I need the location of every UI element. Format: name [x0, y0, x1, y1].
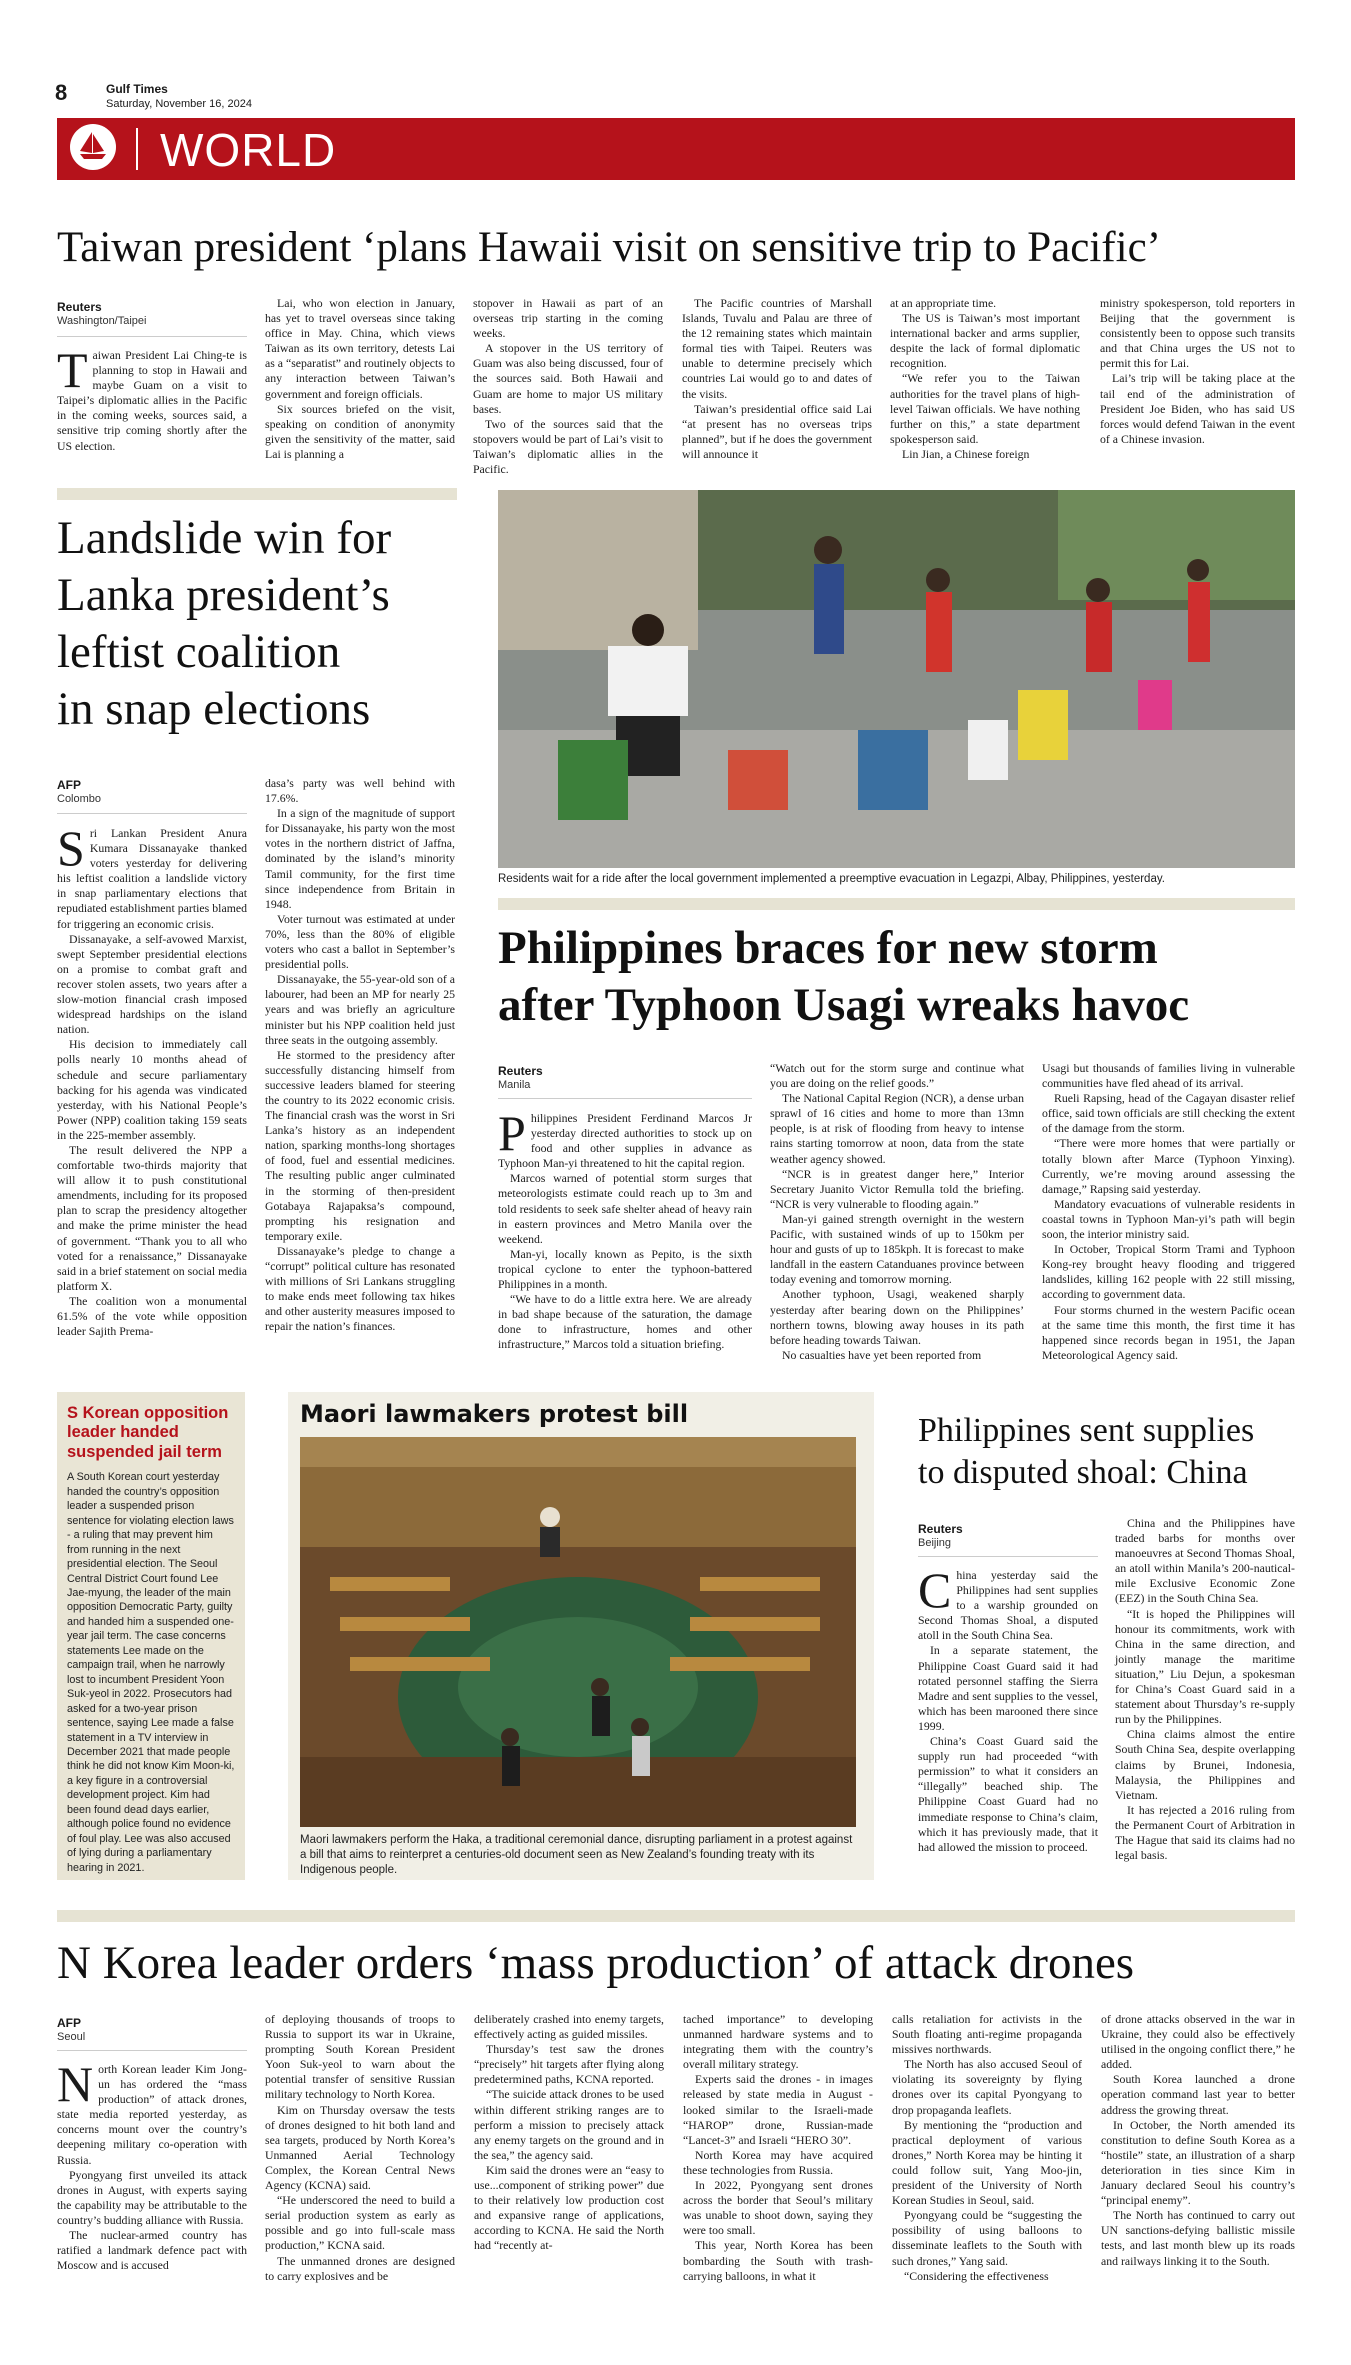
byline-rule [498, 1098, 752, 1099]
shoal-col-1: China yesterday said the Philippines had sent supplies to a warship grounded on Second Thomas Shoal, a disputed atoll in the South China Sea. In a separate statement, the Philippine Coast Guard said it had rotated personnel staffing the Sierra Madre and sent supplies to the vessel, which has been marooned there since 1999. China’s Coast Guard said the supply run had proceeded “with permission” to what it considers an “illegally” beached ship. The Philippine Coast Guard had no immediate response to China’s claim, which it has previously made, that it had allowed the mission to proceed. [918, 1562, 1098, 1854]
shoal-agency: Reuters [918, 1522, 963, 1536]
lanka-agency: AFP [57, 778, 81, 792]
philippines-col-2: “Watch out for the storm surge and continue what you are doing on the relief goods.” The National Capital Region (NCR), a dense urban sprawl of 16 cities and home to more than 13mn people, is at risk of flooding from heavy to intense rains starting tomorrow at noon, data from the state weather agency showed. “NCR is in greatest danger here,” Interior Secretary Juanito Victor Remulla told the briefing. “NCR is very vulnerable to flooding again.” Man-yi gained strength overnight in the western Pacific, with sustained winds of up to 150km per hour and gusts of up to 185kph. It is forecast to make landfall in the eastern Catanduanes province between today evening and tomorrow morning. Another typhoon, Usagi, weakened sharply yesterday after bearing down on the Philippines’ northern towns, blowing away houses in its path before heading towards Taiwan. No casualties have yet been reported from [770, 1061, 1024, 1362]
philippines-headline: Philippines braces for new storm after Typhoon Usagi wreaks havoc [498, 922, 1190, 1031]
nkorea-headline: N Korea leader orders ‘mass production’ of attack drones [57, 1937, 1135, 1989]
korea-sidebar [57, 1392, 245, 1880]
byline-rule [918, 1556, 1098, 1557]
philippines-dateline: Manila [498, 1079, 531, 1091]
issue-date: Saturday, November 16, 2024 [106, 98, 252, 110]
section-title: WORLD [160, 124, 337, 176]
maori-title: Maori lawmakers protest bill [300, 1400, 689, 1428]
lanka-headline: Landslide win for Lanka president’s leftist coalition in snap elections [57, 512, 392, 735]
nkorea-col-5: calls retaliation for activists in the South floating anti-regime propaganda missives northwards. The North has also accused Seoul of violating its sovereignty by flying drones over its capital Pyongyang to drop propaganda leaflets. By mentioning the “production and practical deployment of various drones,” North Korea may be hinting it could follow suit, Yang Moo-jin, president of the University of North Korean Studies in Seoul, said. Pyongyang could be “suggesting the possibility of using balloons to disseminate leaflets to the South with such drones,” Yang said. “Considering the effectiveness [892, 2012, 1082, 2283]
nkorea-col-4: tached importance” to developing unmanned hardware systems and to integrating them with the country’s overall military strategy. Experts said the drones - in images released by state media in August - looked similar to the Israeli-made “HAROP” drone, Russian-made “Lancet-3” and Israeli “HERO 30”. North Korea may have acquired these technologies from Russia. In 2022, Pyongyang sent drones across the border that Seoul’s military was unable to shoot down, saying they were too small. This year, North Korea has been bombarding the South with trash-carrying balloons, in what it [683, 2012, 873, 2283]
taiwan-agency: Reuters [57, 300, 102, 314]
taiwan-col-5: at an appropriate time. The US is Taiwan’s most important international backer and arms supplier, despite the lack of formal diplomatic recognition. “We refer you to the Taiwan authorities for the travel plans of high-level Taiwan officials. We have nothing further on this,” a state department spokesperson said. Lin Jian, a Chinese foreign [890, 296, 1080, 461]
shoal-dateline: Beijing [918, 1537, 952, 1549]
lanka-dateline: Colombo [57, 793, 102, 805]
nkorea-col-2: of deploying thousands of troops to Russia to support its war in Ukraine, prompting South Korean President Yoon Suk-yeol to warn about the potential transfer of sensitive Russian military technology to North Korea. Kim on Thursday oversaw the tests of drones designed to hit both land and sea targets, produced by North Korea’s Unmanned Aerial Technology Complex, the Korean Central News Agency (KCNA) said. “He underscored the need to build a serial production system as early as possible and go into full-scale mass production,” KCNA said. The unmanned drones are designed to carry explosives and be [265, 2012, 455, 2283]
dropcap: T [57, 342, 88, 398]
lanka-col-2: dasa’s party was well behind with 17.6%. In a sign of the magnitude of support for Dissanayake, his party won the most votes in the northern district of Jaffna, dominated by the island’s minority Tamil community, for the first time since independence from Britain in 1948. Voter turnout was estimated at under 70%, less than the 80% of eligible voters who cast a ballot in September’s presidential polls. Dissanayake, the 55-year-old son of a labourer, had been an MP for nearly 25 years and was briefly an agriculture minister but his NPP coalition held just three seats in the outgoing assembly. He stormed to the presidency after successfully distancing himself from successive leaders blamed for steering the country to its 2022 economic crisis. The financial crash was the worst in Sri Lanka’s history as an independent nation, sparking months-long shortages of food, fuel and essential medicines. The resulting public anger culminated in the storming of then-president Gotabaya Rajapaksa’s compound, prompting his resignation and temporary exile. Dissanayake’s pledge to change a “corrupt” political culture has resonated with millions of Sri Lankans struggling to make ends meet following tax hikes and other austerity measures imposed to repair the nation’s finances. [265, 776, 455, 1334]
taiwan-col-1: Taiwan President Lai Ching-te is planning to stop in Hawaii and maybe Guam on a visit to Taipei’s diplomatic allies in the Pacific in the coming weeks, sources said, a sensitive trip coming shortly after the US election. [57, 342, 247, 453]
section-rule [498, 898, 1295, 910]
evacuation-caption: Residents wait for a ride after the local government implemented a preemptive evacuation in Legazpi, Albay, Philippines, yesterday. [498, 873, 1165, 885]
philippines-col-1: Philippines President Ferdinand Marcos Jr yesterday directed authorities to stock up on food and other supplies in advance as Typhoon Man-yi threatened to hit the capital region. Marcos warned of potential storm surges that meteorologists estimate could reach up to 3m and told residents to seek safe shelter ahead of heavy rain in eastern provinces and Metro Manila over the weekend. Man-yi, locally known as Pepito, is the sixth tropical cyclone to enter the typhoon-battered Philippines in a month. “We have to do a little extra here. We are already in bad shape because of the saturation, the damage done to infrastructure, homes and other infrastructure,” Marcos told a situation briefing. [498, 1105, 752, 1352]
shoal-col-2: China and the Philippines have traded barbs for months over manoeuvres at Second Thomas Shoal, an atoll within Manila’s 200-nautical-mile Exclusive Economic Zone (EEZ) in the South China Sea. “It is hoped the Philippines will honour its commitments, work with China in the same direction, and jointly manage the maritime situation,” Liu Dejun, a spokesman for China’s Coast Guard said in a statement about Thursday’s re-supply run by the Philippines. China claims almost the entire South China Sea, despite overlapping claims by Brunei, Indonesia, Malaysia, the Philippines and Vietnam. It has rejected a 2016 ruling from the Permanent Court of Arbitration in The Hague that said its claims had no legal basis. [1115, 1516, 1295, 1863]
shoal-headline: Philippines sent supplies to disputed shoal: China [918, 1412, 1255, 1491]
taiwan-col-3: stopover in Hawaii as part of an overseas trip starting in the coming weeks. A stopover in the US territory of Guam was also being discussed, four of the sources said. Both Hawaii and Guam are home to major US military bases. Two of the sources said that the stopovers would be part of Lai’s visit to Taiwan’s diplomatic allies in the Pacific. [473, 296, 663, 477]
band-divider [136, 128, 138, 170]
byline-rule [57, 813, 247, 814]
nkorea-dateline: Seoul [57, 2031, 86, 2043]
section-rule [57, 488, 457, 500]
byline-rule [57, 2050, 247, 2051]
byline-rule [57, 336, 247, 337]
philippines-agency: Reuters [498, 1064, 543, 1078]
taiwan-col-2: Lai, who won election in January, has yet to travel overseas since taking office in May. China, which views Taiwan as its own territory, detests Lai as a “separatist” and routinely objects to any interaction between Taiwan’s government and foreign officials. Six sources briefed on the visit, speaking on condition of anonymity given the sensitivity of the matter, said Lai is planning a [265, 296, 455, 461]
nkorea-col-6: of drone attacks observed in the war in Ukraine, they could also be effectively utilised in the ongoing conflict there,” he added. South Korea launched a drone operation command last year to better address the growing threat. In October, the North amended its constitution to define South Korea as a “hostile” state, an illustration of a sharp deterioration in ties since Kim in January declared Seoul his country’s “principal enemy”. The North has continued to carry out UN sanctions-defying ballistic missile tests, and last month blew up its roads and railways linking it to the South. [1101, 2012, 1295, 2268]
sailing-dhow-logo-icon [70, 124, 116, 170]
lanka-col-1: Sri Lankan President Anura Kumara Dissanayake thanked voters yesterday for delivering his leftist coalition a landslide victory in snap parliamentary elections that repudiated establishment parties blamed for triggering an economic crisis. Dissanayake, a self-avowed Marxist, swept September presidential elections on a promise to combat graft and recover stolen assets, two years after a slow-motion financial crash imposed widespread hardships on the island nation. His decision to immediately call polls nearly 10 months ahead of schedule and secure parliamentary backing for his agenda was vindicated yesterday, with his National People’s Power (NPP) coalition taking 159 seats in the 225-member assembly. The result delivered the NPP a comfortable two-thirds majority that will allow it to push constitutional amendments, including for its proposed plan to scrap the presidency altogether and make the prime minister the head of government. “Thank you to all who voted for a renaissance,” Dissanayake said in a brief statement on social media platform X. The coalition won a monumental 61.5% of the vote while opposition leader Sajith Prema- [57, 820, 247, 1339]
section-rule [57, 1910, 1295, 1922]
sidebar-body: A South Korean court yesterday handed the country’s opposition leader a suspended prison sentence for violating election laws - a ruling that may prevent him from running in the next presidential election. The Seoul Central District Court found Lee Jae-myung, the leader of the main opposition Democratic Party, guilty and handed him a suspended one-year jail term. The case concerns statements Lee made on the campaign trail, when he narrowly lost to incumbent President Yoon Suk-yeol in 2022. Prosecutors had asked for a two-year prison sentence, saying Lee made a false statement in a TV interview in December 2021 that made people think he did not know Kim Moon-ki, a key figure in a controversial development project. Kim had been found dead days earlier, although police found no evidence of foul play. Lee was also accused of lying during a parliamentary hearing in 2021. [67, 1471, 235, 1874]
taiwan-col-6: ministry spokesperson, told reporters in Beijing that the government is consistently been to oppose such transits and that China urges the US not to permit this for Lai. Lai’s trip will be taking place at the tail end of the administration of President Joe Biden, who has said US forces would defend Taiwan in the event of a Chinese invasion. [1100, 296, 1295, 446]
taiwan-col-4: The Pacific countries of Marshall Islands, Tuvalu and Palau are three of the 12 remaining states which maintain formal ties with Taipei. Reuters was unable to determine precisely which countries Lai would go to and dates of the visits. Taiwan’s presidential office said Lai “at present has no overseas trips planned”, but if he does the government will announce it [682, 296, 872, 461]
sidebar-headline: S Korean opposition leader handed suspended jail term [67, 1404, 229, 1461]
paper-name: Gulf Times [106, 82, 168, 96]
parliament-photo [300, 1437, 856, 1827]
taiwan-headline: Taiwan president ‘plans Hawaii visit on sensitive trip to Pacific’ [57, 224, 1161, 271]
maori-caption: Maori lawmakers perform the Haka, a traditional ceremonial dance, disrupting parliament in a protest against a bill that aims to reinterpret a centuries-old document seen as New Zealand’s founding treaty with its Indigenous people. [300, 1834, 853, 1876]
nkorea-agency: AFP [57, 2016, 81, 2030]
philippines-col-3: Usagi but thousands of families living in vulnerable communities have fled ahead of its arrival. Rueli Rapsing, head of the Cagayan disaster relief office, said town officials are still checking the extent of the damage from the storm. “There were more homes that were partially or totally blown after Marce (Typhoon Yinxing). Currently, we’re moving around assessing the damage,” Rapsing said yesterday. Mandatory evacuations of vulnerable residents in coastal towns in Typhoon Man-yi’s path will begin soon, the interior ministry said. In October, Tropical Storm Trami and Typhoon Kong-rey brought heavy flooding and triggered landslides, killing 162 people with 22 still missing, according to government data. Four storms churned in the western Pacific ocean at the same time this month, the first time it has happened since records began in 1951, the Japan Meteorological Agency said. [1042, 1061, 1295, 1362]
page-number: 8 [55, 80, 68, 105]
nkorea-col-1: North Korean leader Kim Jong-un has ordered the “mass production” of attack drones, state media reported yesterday, as concerns mount over the country’s deepening military co-operation with Russia. Pyongyang first unveiled its attack drones in August, with experts saying the capability may be attributable to the country’s budding alliance with Russia. The nuclear-armed country has ratified a landmark defence pact with Moscow and is accused [57, 2056, 247, 2273]
taiwan-dateline: Washington/Taipei [57, 315, 147, 327]
evacuation-photo [498, 490, 1295, 868]
nkorea-col-3: deliberately crashed into enemy targets, effectively acting as guided missiles. Thursday’s test saw the drones “precisely” hit targets after flying along predetermined paths, KCNA reported. “The suicide attack drones to be used within different striking ranges are to perform a mission to precisely attack any enemy targets on the ground and in the sea,” the agency said. Kim said the drones were an “easy to use...component of striking power” due to their relatively low production cost and expansive range of applications, according to KCNA. He said the North had “recently at- [474, 2012, 664, 2253]
